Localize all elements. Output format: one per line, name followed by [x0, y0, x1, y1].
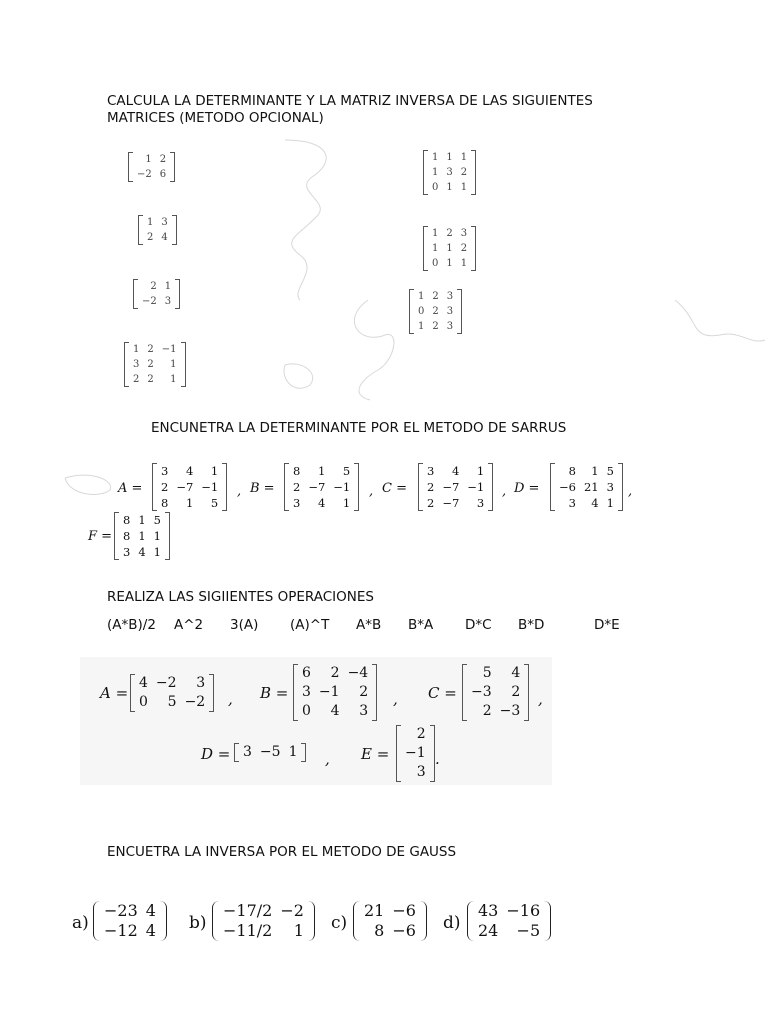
matrix-cell: −6 — [392, 901, 416, 920]
matrix-cell: 4 — [451, 464, 460, 478]
matrix-table — [428, 226, 471, 271]
matrix-row — [467, 683, 524, 702]
sarrus-matrix-f — [114, 512, 170, 560]
matrix-cell: 3 — [196, 675, 206, 691]
matrix-cell: 1 — [460, 152, 468, 163]
matrix-table — [133, 152, 170, 182]
matrix-cell: 0 — [432, 258, 439, 269]
matrix-row — [119, 512, 165, 528]
matrix-cell: 3 — [416, 764, 426, 780]
matrix-row — [423, 495, 488, 511]
section1-title-line2: MATRICES (METODO OPCIONAL) — [107, 110, 324, 126]
matrix-cell: 3 — [446, 306, 454, 317]
matrix-cell: 4 — [139, 675, 148, 691]
matrix-cell: 3 — [164, 296, 172, 307]
matrix-cell: 1 — [432, 228, 439, 239]
matrix-row — [133, 152, 170, 167]
matrix-cell: 3 — [446, 291, 454, 302]
operation-item: (A*B)/2 — [107, 617, 156, 633]
matrix-cell: 1 — [147, 217, 154, 228]
section4-title: ENCUETRA LA INVERSA POR EL METODO DE GAUSS — [107, 844, 457, 860]
matrix-row — [555, 479, 618, 495]
matrix-table — [135, 674, 209, 712]
matrix-cell: 3 — [123, 545, 131, 559]
matrix-cell: 4 — [330, 703, 340, 719]
ops-label-e: E = — [361, 745, 390, 763]
matrix-cell: 2 — [147, 232, 154, 243]
matrix-row — [143, 230, 172, 245]
matrix-cell: 2 — [432, 291, 439, 302]
matrix-cell: −11/2 — [223, 921, 273, 940]
matrix-cell: 2 — [150, 281, 157, 292]
matrix-row — [467, 664, 524, 683]
matrix-cell: 2 — [330, 665, 340, 681]
matrix-cell: 2 — [147, 344, 154, 355]
matrix-cell: 3 — [606, 480, 614, 494]
sarrus-label-c: C = — [382, 481, 407, 496]
matrix-cell: 1 — [460, 182, 468, 193]
matrix-row — [289, 479, 354, 495]
matrix-table — [401, 725, 430, 782]
matrix-cell: 1 — [153, 545, 161, 559]
matrix-cell: 3 — [476, 496, 485, 510]
matrix-cell: 3 — [460, 228, 468, 239]
matrix-row — [129, 342, 181, 357]
matrix-cell: −12 — [104, 921, 138, 940]
matrix-table — [239, 743, 301, 762]
section1-title-line1: CALCULA LA DETERMINANTE Y LA MATRIZ INVERSA DE LAS SIGUIENTES — [107, 93, 593, 109]
matrix-cell: −6 — [559, 480, 576, 494]
matrix-row — [467, 702, 524, 721]
matrix-cell: 5 — [167, 694, 177, 710]
matrix-cell: 0 — [139, 694, 148, 710]
matrix-cell: −1 — [405, 745, 426, 761]
matrix-cell: 5 — [342, 464, 351, 478]
matrix-row — [289, 463, 354, 479]
matrix-right-bracket — [165, 512, 170, 560]
gauss-label-d: d) — [443, 913, 461, 933]
matrix-row — [360, 901, 420, 921]
matrix-cell: −7 — [442, 480, 460, 494]
matrix-cell: −1 — [467, 480, 485, 494]
matrix-row — [414, 319, 457, 334]
matrix-cell: −2 — [137, 169, 152, 180]
matrix-cell: 5 — [153, 513, 161, 527]
matrix-cell: 1 — [432, 167, 439, 178]
sarrus-label-f: F = — [88, 529, 113, 544]
matrix-cell: −1 — [161, 344, 177, 355]
matrix-row — [239, 743, 301, 762]
matrix-cell: 0 — [432, 182, 439, 193]
matrix-right-bracket — [170, 152, 175, 182]
sarrus-separator: , — [628, 484, 633, 499]
matrix-left-bracket — [467, 901, 474, 941]
ops-matrix-b — [293, 664, 377, 721]
matrix-cell: 2 — [432, 306, 439, 317]
matrix-cell: 1 — [418, 321, 425, 332]
matrix-cell: 5 — [606, 464, 614, 478]
matrix-cell: 2 — [161, 480, 169, 494]
matrix-cell: 3 — [161, 464, 169, 478]
operation-item: B*A — [408, 617, 434, 633]
matrix-cell: 4 — [511, 665, 521, 681]
matrix-cell: 1 — [342, 496, 351, 510]
ops-matrix-d — [234, 743, 306, 762]
ops-matrix-a — [130, 674, 214, 712]
matrix-3 — [133, 279, 180, 309]
matrix-row — [474, 921, 544, 941]
matrix-cell: 1 — [476, 464, 485, 478]
gauss-matrix-a — [93, 901, 167, 941]
matrix-cell: 2 — [460, 243, 468, 254]
operation-item: A^2 — [174, 617, 204, 633]
matrix-cell: 1 — [460, 258, 468, 269]
gauss-label-c: c) — [331, 913, 348, 933]
matrix-table — [467, 664, 524, 721]
matrix-right-bracket — [430, 725, 435, 782]
matrix-4 — [124, 342, 186, 387]
matrix-table — [157, 463, 222, 511]
matrix-row — [219, 901, 308, 921]
operation-item: D*E — [594, 617, 620, 633]
matrix-cell: 1 — [138, 529, 146, 543]
matrix-cell: 4 — [591, 496, 599, 510]
ops-matrix-c — [462, 664, 529, 721]
matrix-cell: 2 — [446, 228, 453, 239]
matrix-cell: 1 — [145, 154, 152, 165]
sarrus-label-b: B = — [250, 481, 275, 496]
matrix-right-bracket — [488, 463, 493, 511]
matrix-6 — [423, 226, 476, 271]
matrix-right-bracket — [420, 901, 427, 941]
matrix-cell: 1 — [133, 344, 140, 355]
matrix-cell: −1 — [318, 684, 340, 700]
matrix-row — [428, 256, 471, 271]
matrix-cell: −7 — [442, 496, 460, 510]
matrix-cell: 1 — [591, 464, 599, 478]
matrix-table — [423, 463, 488, 511]
matrix-cell: 0 — [418, 306, 425, 317]
operation-item: 3(A) — [230, 617, 259, 633]
matrix-right-bracket — [524, 664, 529, 721]
sarrus-matrix-a — [152, 463, 227, 511]
sarrus-matrix-d — [550, 463, 623, 511]
matrix-right-bracket — [175, 279, 180, 309]
matrix-cell: 3 — [446, 321, 454, 332]
matrix-row — [428, 180, 471, 195]
matrix-cell: 5 — [482, 665, 492, 681]
matrix-cell: 1 — [432, 152, 439, 163]
matrix-right-bracket — [301, 743, 306, 762]
matrix-cell: 1 — [446, 182, 453, 193]
matrix-table — [219, 901, 308, 941]
matrix-row — [219, 921, 308, 941]
matrix-cell: −2 — [280, 901, 304, 920]
gauss-matrix-d — [467, 901, 551, 941]
section2-title: ENCUNETRA LA DETERMINANTE POR EL METODO DE SARRUS — [151, 420, 567, 436]
matrix-right-bracket — [372, 664, 377, 721]
matrix-table — [289, 463, 354, 511]
matrix-2 — [138, 215, 177, 245]
matrix-cell: −6 — [392, 921, 416, 940]
matrix-row — [428, 226, 471, 241]
matrix-left-bracket — [212, 901, 219, 941]
operation-item: (A)^T — [290, 617, 330, 633]
matrix-row — [135, 674, 209, 693]
sarrus-separator: , — [502, 484, 507, 499]
matrix-row — [129, 357, 181, 372]
matrix-cell: 8 — [123, 529, 131, 543]
matrix-cell: 1 — [170, 359, 177, 370]
matrix-cell: 21 — [583, 480, 599, 494]
matrix-table — [143, 215, 172, 245]
matrix-cell: −7 — [308, 480, 326, 494]
matrix-cell: −2 — [155, 675, 177, 691]
matrix-row — [414, 304, 457, 319]
matrix-cell: 2 — [427, 496, 435, 510]
ops-label-d: D = — [201, 745, 231, 763]
matrix-cell: 1 — [606, 496, 614, 510]
matrix-row — [428, 150, 471, 165]
matrix-right-bracket — [181, 342, 186, 387]
ops-separator: , — [538, 690, 543, 708]
matrix-cell: 3 — [359, 703, 369, 719]
matrix-cell: 6 — [159, 169, 167, 180]
matrix-table — [474, 901, 544, 941]
matrix-cell: 2 — [293, 480, 301, 494]
matrix-cell: 3 — [568, 496, 576, 510]
matrix-row — [143, 215, 172, 230]
sarrus-separator: , — [369, 484, 374, 499]
matrix-row — [474, 901, 544, 921]
matrix-row — [423, 479, 488, 495]
matrix-row — [298, 683, 372, 702]
matrix-cell: 8 — [123, 513, 131, 527]
matrix-row — [157, 495, 222, 511]
matrix-cell: −1 — [201, 480, 219, 494]
matrix-cell: 2 — [133, 374, 140, 385]
matrix-cell: −2 — [142, 296, 157, 307]
matrix-right-bracket — [544, 901, 551, 941]
matrix-cell: 3 — [161, 217, 168, 228]
sarrus-separator: , — [237, 484, 242, 499]
sarrus-matrix-c — [418, 463, 493, 511]
matrix-cell: 3 — [293, 496, 301, 510]
matrix-cell: −5 — [516, 921, 541, 940]
matrix-row — [298, 702, 372, 721]
matrix-row — [428, 241, 471, 256]
matrix-cell: 3 — [427, 464, 435, 478]
ops-label-b: B = — [260, 684, 289, 702]
matrix-right-bracket — [308, 901, 315, 941]
matrix-row — [414, 289, 457, 304]
matrix-table — [428, 150, 471, 195]
sarrus-label-a: A = — [118, 481, 143, 496]
matrix-cell: 8 — [293, 464, 301, 478]
matrix-5 — [423, 150, 476, 195]
matrix-cell: 8 — [161, 496, 169, 510]
matrix-cell: −4 — [347, 665, 369, 681]
matrix-7 — [409, 289, 462, 334]
gauss-label-a: a) — [72, 913, 89, 933]
matrix-cell: 2 — [159, 154, 167, 165]
matrix-cell: 24 — [478, 921, 499, 940]
matrix-cell: 2 — [416, 726, 426, 742]
matrix-cell: 1 — [288, 744, 298, 760]
matrix-right-bracket — [209, 674, 214, 712]
matrix-cell: 3 — [243, 744, 252, 760]
matrix-cell: 4 — [317, 496, 326, 510]
matrix-cell: 1 — [446, 243, 453, 254]
matrix-right-bracket — [471, 226, 476, 271]
matrix-right-bracket — [457, 289, 462, 334]
matrix-cell: 1 — [138, 513, 146, 527]
matrix-cell: 2 — [147, 359, 154, 370]
matrix-cell: 4 — [185, 464, 194, 478]
matrix-cell: −16 — [506, 901, 541, 920]
matrix-right-bracket — [354, 463, 359, 511]
matrix-row — [428, 165, 471, 180]
matrix-row — [129, 372, 181, 387]
matrix-cell: 1 — [317, 464, 326, 478]
matrix-cell: 2 — [432, 321, 439, 332]
matrix-row — [401, 725, 430, 744]
matrix-cell: 1 — [418, 291, 425, 302]
matrix-cell: 8 — [374, 921, 385, 940]
ops-separator: , — [325, 750, 330, 768]
matrix-row — [401, 744, 430, 763]
matrix-table — [414, 289, 457, 334]
matrix-table — [138, 279, 175, 309]
matrix-row — [555, 495, 618, 511]
ops-end-period: . — [435, 750, 440, 768]
matrix-cell: 21 — [364, 901, 385, 920]
matrix-row — [360, 921, 420, 941]
matrix-left-bracket — [353, 901, 360, 941]
matrix-right-bracket — [471, 150, 476, 195]
ops-matrix-e — [396, 725, 435, 782]
matrix-cell: 1 — [432, 243, 439, 254]
matrix-row — [423, 463, 488, 479]
matrix-cell: 6 — [302, 665, 311, 681]
gauss-label-b: b) — [189, 913, 207, 933]
matrix-right-bracket — [172, 215, 177, 245]
matrix-cell: 3 — [133, 359, 140, 370]
matrix-cell: 1 — [185, 496, 194, 510]
matrix-cell: 0 — [302, 703, 311, 719]
matrix-cell: 43 — [478, 901, 499, 920]
matrix-row — [133, 167, 170, 182]
matrix-cell: 4 — [138, 545, 146, 559]
matrix-cell: 1 — [164, 281, 172, 292]
matrix-cell: 2 — [460, 167, 468, 178]
matrix-cell: 8 — [568, 464, 576, 478]
matrix-row — [138, 279, 175, 294]
matrix-cell: 1 — [210, 464, 219, 478]
gauss-matrix-b — [212, 901, 315, 941]
matrix-row — [119, 544, 165, 560]
matrix-table — [100, 901, 160, 941]
matrix-cell: −2 — [184, 694, 206, 710]
matrix-right-bracket — [618, 463, 623, 511]
matrix-row — [100, 921, 160, 941]
matrix-table — [129, 342, 181, 387]
matrix-cell: 2 — [482, 703, 492, 719]
matrix-cell: 1 — [293, 921, 304, 940]
matrix-cell: 5 — [210, 496, 219, 510]
matrix-cell: 4 — [145, 901, 156, 920]
matrix-row — [157, 463, 222, 479]
sarrus-matrix-b — [284, 463, 359, 511]
matrix-row — [298, 664, 372, 683]
ops-label-c: C = — [428, 684, 457, 702]
matrix-table — [555, 463, 618, 511]
matrix-cell: 4 — [161, 232, 168, 243]
operation-item: B*D — [518, 617, 545, 633]
ops-label-a: A = — [100, 684, 129, 702]
operation-item: D*C — [465, 617, 492, 633]
matrix-cell: −1 — [333, 480, 351, 494]
gauss-matrix-c — [353, 901, 427, 941]
matrix-row — [555, 463, 618, 479]
matrix-row — [138, 294, 175, 309]
matrix-cell: −3 — [499, 703, 521, 719]
matrix-table — [119, 512, 165, 560]
matrix-cell: 2 — [511, 684, 521, 700]
matrix-cell: 1 — [446, 152, 453, 163]
matrix-right-bracket — [222, 463, 227, 511]
ops-separator: , — [228, 690, 233, 708]
matrix-right-bracket — [160, 901, 167, 941]
matrix-cell: 3 — [302, 684, 311, 700]
sarrus-label-d: D = — [514, 481, 540, 496]
matrix-cell: −5 — [259, 744, 281, 760]
matrix-cell: 1 — [446, 258, 453, 269]
matrix-cell: −23 — [104, 901, 138, 920]
matrix-cell: 2 — [427, 480, 435, 494]
matrix-cell: 3 — [446, 167, 453, 178]
matrix-cell: 1 — [153, 529, 161, 543]
matrix-cell: −17/2 — [223, 901, 273, 920]
ops-separator: , — [393, 690, 398, 708]
matrix-cell: 1 — [170, 374, 177, 385]
matrix-cell: −3 — [471, 684, 492, 700]
matrix-left-bracket — [93, 901, 100, 941]
matrix-row — [100, 901, 160, 921]
matrix-table — [298, 664, 372, 721]
operation-item: A*B — [356, 617, 382, 633]
matrix-row — [119, 528, 165, 544]
matrix-row — [401, 763, 430, 782]
section3-title: REALIZA LAS SIGIIENTES OPERACIONES — [107, 589, 374, 605]
matrix-row — [289, 495, 354, 511]
matrix-cell: −7 — [176, 480, 194, 494]
matrix-row — [157, 479, 222, 495]
matrix-cell: 2 — [147, 374, 154, 385]
matrix-table — [360, 901, 420, 941]
matrix-cell: 2 — [359, 684, 369, 700]
matrix-cell: 4 — [145, 921, 156, 940]
matrix-row — [135, 693, 209, 712]
matrix-1 — [128, 152, 175, 182]
